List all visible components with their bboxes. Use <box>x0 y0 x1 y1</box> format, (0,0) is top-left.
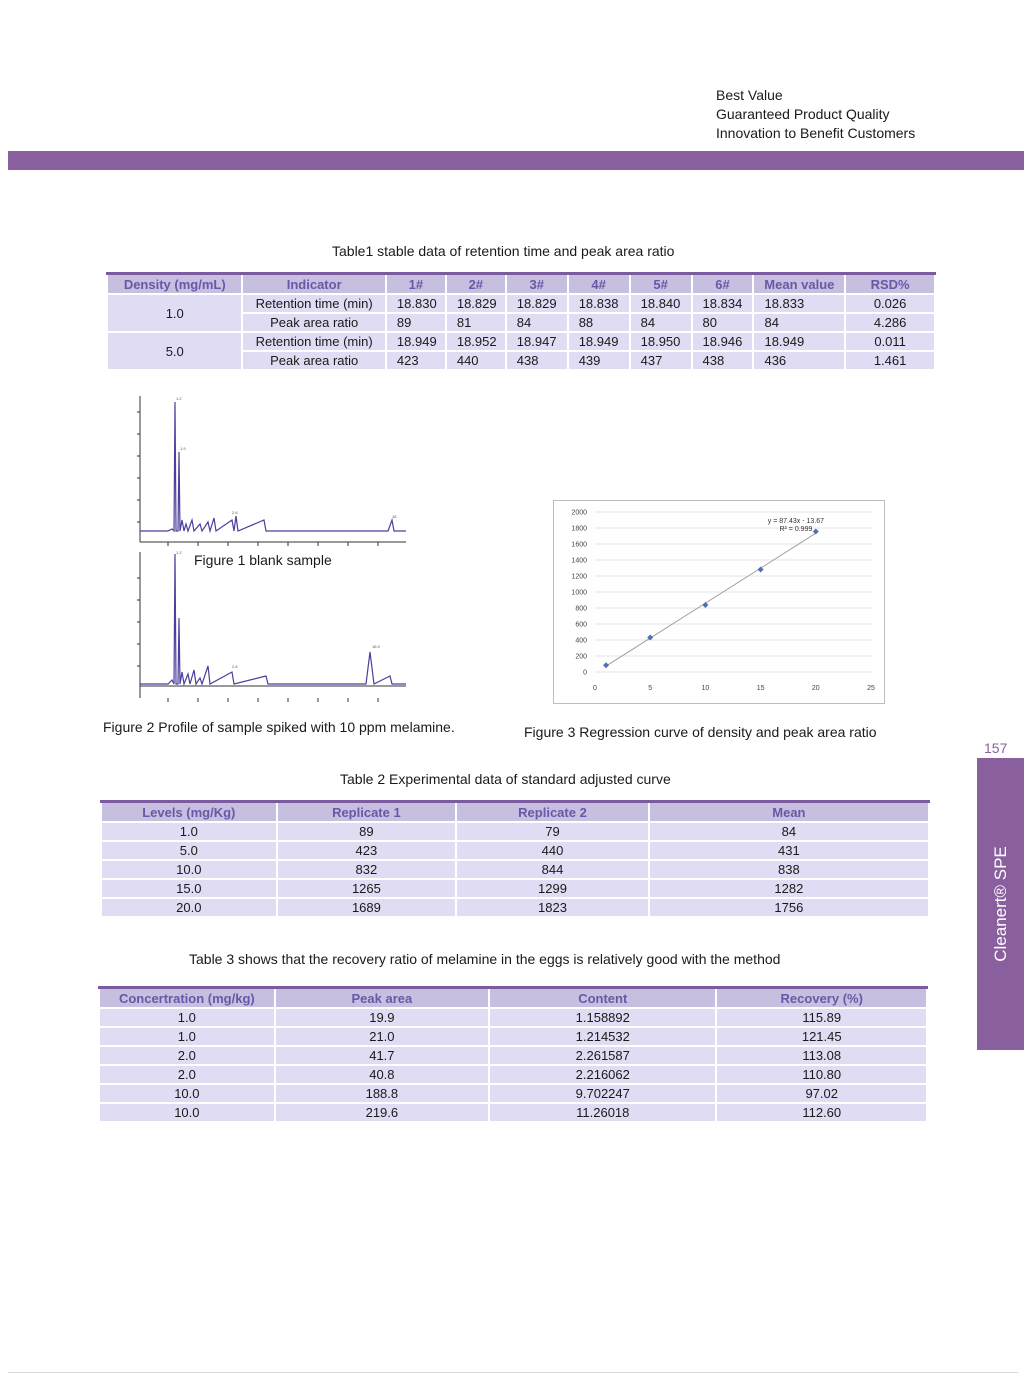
table1-header: 6# <box>692 274 754 295</box>
y-tick-label: 0 <box>583 669 587 677</box>
rsd-cell: 4.286 <box>845 313 935 332</box>
value-cell: 18.834 <box>692 294 754 313</box>
value-cell: 18.949 <box>568 332 630 351</box>
table-cell: 1.158892 <box>489 1008 716 1027</box>
svg-text:18: 18 <box>392 514 397 519</box>
table-row <box>99 1103 927 1122</box>
figure2-caption: Figure 2 Profile of sample spiked with 10 ppm melamine. <box>103 719 455 735</box>
table-cell: 9.702247 <box>489 1084 716 1103</box>
table3-header: Content <box>489 988 716 1009</box>
chromatogram-blank <box>128 392 410 552</box>
table2-caption: Table 2 Experimental data of standard adjusted curve <box>340 771 671 787</box>
svg-text:1.2: 1.2 <box>176 550 182 555</box>
svg-text:2.6: 2.6 <box>232 510 238 515</box>
table-cell: 10.0 <box>101 860 277 879</box>
table-cell: 1.214532 <box>489 1027 716 1046</box>
table-cell: 838 <box>649 860 929 879</box>
table-cell: 1823 <box>456 898 649 917</box>
indicator-cell: Peak area ratio <box>242 313 385 332</box>
table-cell: 113.08 <box>716 1046 927 1065</box>
rsd-cell: 0.026 <box>845 294 935 313</box>
table-cell: 21.0 <box>275 1027 489 1046</box>
sidebar-tab-label: Cleanert® SPE <box>991 846 1010 962</box>
table-cell: 89 <box>277 822 457 841</box>
table1-header: Mean value <box>753 274 845 295</box>
table1 <box>106 272 936 371</box>
table-cell: 40.8 <box>275 1065 489 1084</box>
table2-header: Replicate 2 <box>456 802 649 823</box>
table-cell: 1.0 <box>99 1027 275 1046</box>
y-tick-label: 1400 <box>571 557 587 565</box>
table-cell: 1.0 <box>101 822 277 841</box>
table-cell: 2.0 <box>99 1046 275 1065</box>
table3-header: Recovery (%) <box>716 988 927 1009</box>
svg-text:18.9: 18.9 <box>372 644 380 649</box>
svg-text:2.6: 2.6 <box>232 664 238 669</box>
table-cell: 832 <box>277 860 457 879</box>
table-row <box>101 860 929 879</box>
value-cell: 18.946 <box>692 332 754 351</box>
svg-text:1.9: 1.9 <box>180 446 186 451</box>
x-tick-label: 10 <box>701 685 710 692</box>
table-row <box>99 1065 927 1084</box>
table2-header: Mean <box>649 802 929 823</box>
value-cell: 18.950 <box>630 332 692 351</box>
table-cell: 1.0 <box>99 1008 275 1027</box>
header-tagline <box>716 86 915 143</box>
table-row <box>107 294 935 313</box>
table-cell: 219.6 <box>275 1103 489 1122</box>
table1-header: 5# <box>630 274 692 295</box>
table-row <box>99 1084 927 1103</box>
table-cell: 11.26018 <box>489 1103 716 1122</box>
value-cell: 18.838 <box>568 294 630 313</box>
value-cell: 18.947 <box>506 332 568 351</box>
figure3-caption: Figure 3 Regression curve of density and peak area ratio <box>524 724 877 740</box>
table-cell: 1689 <box>277 898 457 917</box>
y-tick-label: 400 <box>575 637 587 645</box>
density-cell: 5.0 <box>107 332 242 370</box>
rsd-cell: 1.461 <box>845 351 935 370</box>
table3-header-row <box>99 988 927 1009</box>
table-cell: 84 <box>649 822 929 841</box>
table-cell: 844 <box>456 860 649 879</box>
y-tick-label: 1600 <box>571 541 587 549</box>
x-tick-label: 15 <box>756 685 765 692</box>
table-cell: 5.0 <box>101 841 277 860</box>
table-cell: 1299 <box>456 879 649 898</box>
table1-header: 1# <box>386 274 446 295</box>
table-cell: 10.0 <box>99 1103 275 1122</box>
x-tick-label: 0 <box>593 685 597 692</box>
mean-cell: 436 <box>753 351 845 370</box>
indicator-cell: Retention time (min) <box>242 332 385 351</box>
header-bar <box>8 151 1024 170</box>
table1-header: 3# <box>506 274 568 295</box>
table1-header: 2# <box>446 274 506 295</box>
value-cell: 84 <box>630 313 692 332</box>
table-cell: 423 <box>277 841 457 860</box>
chromatogram-spiked <box>128 548 410 708</box>
page-number: 157 <box>984 740 1008 756</box>
value-cell: 423 <box>386 351 446 370</box>
table1-header: Indicator <box>242 274 385 295</box>
table1-header: RSD% <box>845 274 935 295</box>
x-tick-label: 20 <box>811 685 820 692</box>
value-cell: 84 <box>506 313 568 332</box>
indicator-cell: Retention time (min) <box>242 294 385 313</box>
table-cell: 15.0 <box>101 879 277 898</box>
value-cell: 18.830 <box>386 294 446 313</box>
tagline-line-3: Innovation to Benefit Customers <box>716 125 916 141</box>
y-tick-label: 600 <box>575 621 587 629</box>
table-row <box>99 1008 927 1027</box>
table-cell: 188.8 <box>275 1084 489 1103</box>
x-tick-label: 25 <box>867 685 875 692</box>
table3 <box>98 986 928 1123</box>
table-cell: 2.216062 <box>489 1065 716 1084</box>
value-cell: 440 <box>446 351 506 370</box>
indicator-cell: Peak area ratio <box>242 351 385 370</box>
value-cell: 18.829 <box>446 294 506 313</box>
y-tick-label: 2000 <box>571 509 587 517</box>
table-row <box>99 1027 927 1046</box>
value-cell: 80 <box>692 313 754 332</box>
y-tick-label: 200 <box>575 653 587 661</box>
value-cell: 439 <box>568 351 630 370</box>
table-cell: 2.261587 <box>489 1046 716 1065</box>
table-row <box>101 841 929 860</box>
regression-chart <box>553 500 885 704</box>
trend-r-squared: R² = 0.999 <box>779 526 813 534</box>
value-cell: 88 <box>568 313 630 332</box>
table-row <box>101 822 929 841</box>
table2-header: Replicate 1 <box>277 802 457 823</box>
table-cell: 121.45 <box>716 1027 927 1046</box>
table-cell: 112.60 <box>716 1103 927 1122</box>
density-cell: 1.0 <box>107 294 242 332</box>
table-row <box>101 879 929 898</box>
table-cell: 431 <box>649 841 929 860</box>
value-cell: 81 <box>446 313 506 332</box>
table1-caption: Table1 stable data of retention time and peak area ratio <box>332 243 675 259</box>
table-row <box>101 898 929 917</box>
mean-cell: 18.949 <box>753 332 845 351</box>
table-row <box>99 1046 927 1065</box>
table2-header-row <box>101 802 929 823</box>
table1-header-row <box>107 274 935 295</box>
table-cell: 1265 <box>277 879 457 898</box>
table3-caption: Table 3 shows that the recovery ratio of melamine in the eggs is relatively good with the method <box>189 951 781 967</box>
rsd-cell: 0.011 <box>845 332 935 351</box>
table-cell: 115.89 <box>716 1008 927 1027</box>
mean-cell: 84 <box>753 313 845 332</box>
value-cell: 89 <box>386 313 446 332</box>
table-cell: 1756 <box>649 898 929 917</box>
y-tick-label: 1200 <box>571 573 587 581</box>
sidebar-tab <box>977 758 1024 1050</box>
tagline-line-1: Best Value <box>716 87 783 103</box>
table-cell: 41.7 <box>275 1046 489 1065</box>
x-tick-label: 5 <box>648 685 653 692</box>
tagline-line-2: Guaranteed Product Quality <box>716 106 890 122</box>
table-cell: 79 <box>456 822 649 841</box>
table-cell: 20.0 <box>101 898 277 917</box>
value-cell: 438 <box>692 351 754 370</box>
table-cell: 1282 <box>649 879 929 898</box>
value-cell: 437 <box>630 351 692 370</box>
y-tick-label: 1000 <box>571 589 587 597</box>
value-cell: 18.829 <box>506 294 568 313</box>
table-cell: 2.0 <box>99 1065 275 1084</box>
table-row <box>107 332 935 351</box>
table1-header: 4# <box>568 274 630 295</box>
y-tick-label: 1800 <box>571 525 587 533</box>
value-cell: 438 <box>506 351 568 370</box>
bottom-rule <box>8 1372 1018 1373</box>
table1-header: Density (mg/mL) <box>107 274 242 295</box>
table-cell: 19.9 <box>275 1008 489 1027</box>
figure1-caption: Figure 1 blank sample <box>194 552 332 568</box>
value-cell: 18.949 <box>386 332 446 351</box>
y-tick-label: 800 <box>575 605 587 613</box>
chart-frame <box>554 501 885 704</box>
value-cell: 18.840 <box>630 294 692 313</box>
mean-cell: 18.833 <box>753 294 845 313</box>
table-cell: 97.02 <box>716 1084 927 1103</box>
value-cell: 18.952 <box>446 332 506 351</box>
table-cell: 110.80 <box>716 1065 927 1084</box>
table-cell: 10.0 <box>99 1084 275 1103</box>
table2 <box>100 800 930 918</box>
table3-header: Peak area <box>275 988 489 1009</box>
table2-header: Levels (mg/Kg) <box>101 802 277 823</box>
svg-text:1.2: 1.2 <box>176 396 182 401</box>
table3-header: Concertration (mg/kg) <box>99 988 275 1009</box>
table-cell: 440 <box>456 841 649 860</box>
trend-equation: y = 87.43x - 13.67 <box>767 517 825 525</box>
